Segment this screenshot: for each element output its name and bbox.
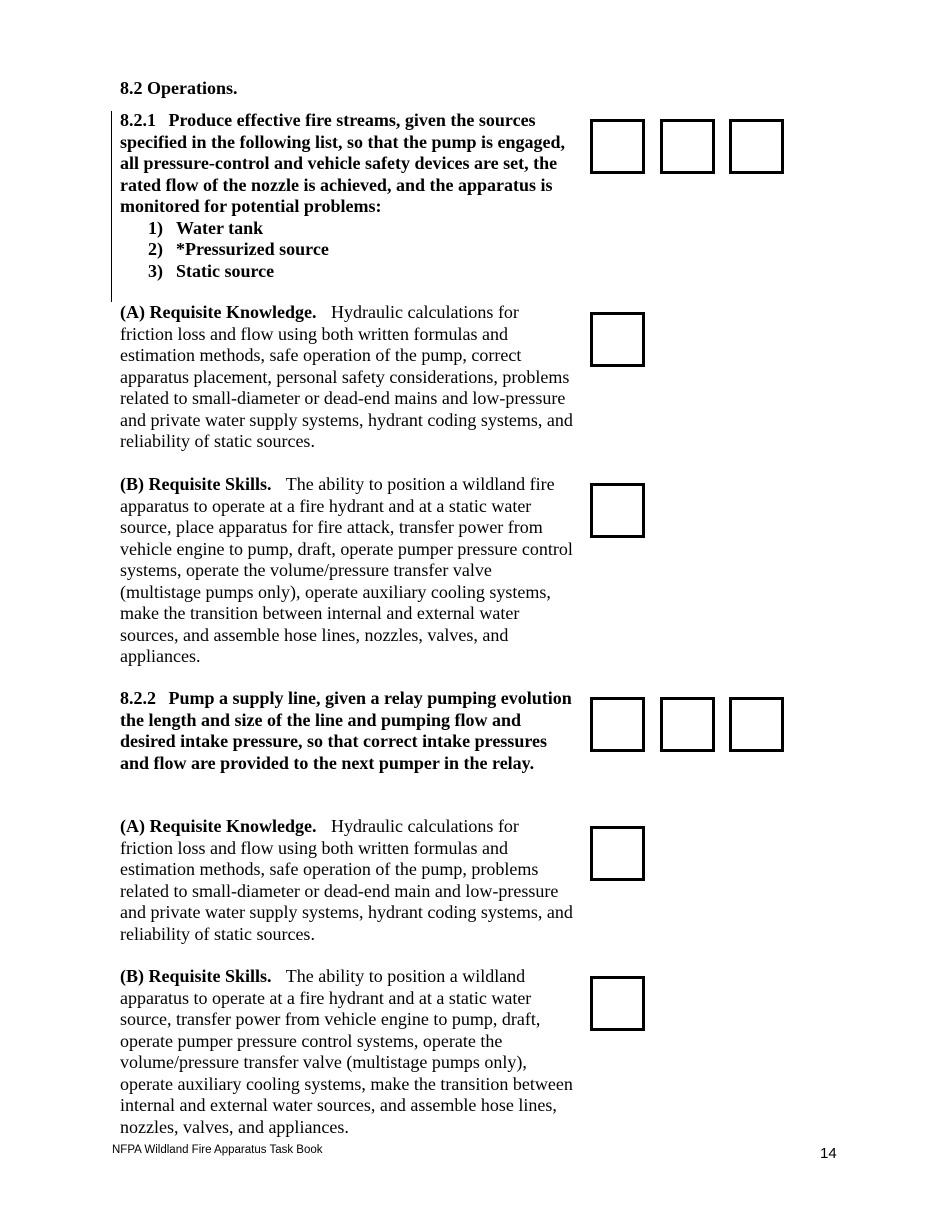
signoff-checkbox[interactable] [660,697,715,752]
standard-number: 8.2.2 [120,688,156,708]
list-item-number: 3) [148,260,163,281]
signoff-checkbox[interactable] [590,697,645,752]
requisite-knowledge-8-2-2 [120,816,575,945]
standard-8-2-1 [120,110,575,282]
list-item [148,239,575,261]
list-item-text: *Pressurized source [176,239,329,259]
standard-8-2-2 [120,688,575,774]
list-item-number: 2) [148,239,163,259]
standard-title: Produce effective fire streams, given the sources specified in the following list, so that the pump is engaged, all pressure-control and vehicle safety devices are set, the rated flow of the nozzle is achieved, and the apparatus is monitored for potential problems: [120,110,566,216]
standard-number: 8.2.1 [120,110,156,130]
requisite-skills-8-2-1 [120,474,575,668]
page-number: 14 [820,1145,837,1162]
signoff-checkbox[interactable] [590,119,645,174]
list-item [148,218,575,240]
requisite-skills-8-2-2 [120,966,575,1138]
knowledge-label: (A) Requisite Knowledge. [120,302,317,322]
skills-text: The ability to position a wildland apparatus to operate at a fire hydrant and at a static water source, transfer power from vehicle engine to pump, draft, operate pumper pressure control systems, operate the volume/pressure transfer valve (multistage pumps only), operate auxiliary cooling systems, make the transition between internal and external water sources, and assemble hose lines, nozzles, valves, and appliances. [120,966,573,1137]
knowledge-label: (A) Requisite Knowledge. [120,816,317,836]
skills-label: (B) Requisite Skills. [120,966,272,986]
signoff-checkbox[interactable] [590,826,645,881]
source-list [120,218,575,283]
skills-text: The ability to position a wildland fire apparatus to operate at a fire hydrant and at a static water source, place apparatus for fire attack, transfer power from vehicle engine to pump, draft, operate pumper pressure control systems, operate the volume/pressure transfer valve (multistage pumps only), operate auxiliary cooling systems, make the transition between internal and external water sources, and assemble hose lines, nozzles, valves, and appliances. [120,474,573,666]
signoff-checkbox[interactable] [729,119,784,174]
signoff-checkbox[interactable] [590,312,645,367]
signoff-checkbox[interactable] [660,119,715,174]
knowledge-text: Hydraulic calculations for friction loss and flow using both written formulas and estimation methods, safe operation of the pump, correct apparatus placement, personal safety considerations, problems related to small-diameter or dead-end mains and low-pressure and private water supply systems, hydrant coding systems, and reliability of static sources. [120,302,573,451]
footer-title: NFPA Wildland Fire Apparatus Task Book [112,1144,323,1156]
section-heading: 8.2 Operations. [120,78,238,98]
signoff-checkbox[interactable] [729,697,784,752]
list-item [148,261,575,283]
list-item-text: Water tank [176,217,264,238]
signoff-checkbox[interactable] [590,976,645,1031]
revision-change-bar [111,111,112,302]
signoff-checkbox[interactable] [590,483,645,538]
list-item-text: Static source [176,260,275,281]
list-item-number: 1) [148,217,163,238]
skills-label: (B) Requisite Skills. [120,474,272,494]
knowledge-text: Hydraulic calculations for friction loss and flow using both written formulas and estimation methods, safe operation of the pump, problems related to small-diameter or dead-end main and low-pressure and private water supply systems, hydrant coding systems, and reliability of static sources. [120,816,573,944]
standard-title: Pump a supply line, given a relay pumping evolution the length and size of the line and pumping flow and desired intake pressure, so that correct intake pressures and flow are provided to the next pumper in the relay. [120,688,572,773]
requisite-knowledge-8-2-1 [120,302,575,453]
